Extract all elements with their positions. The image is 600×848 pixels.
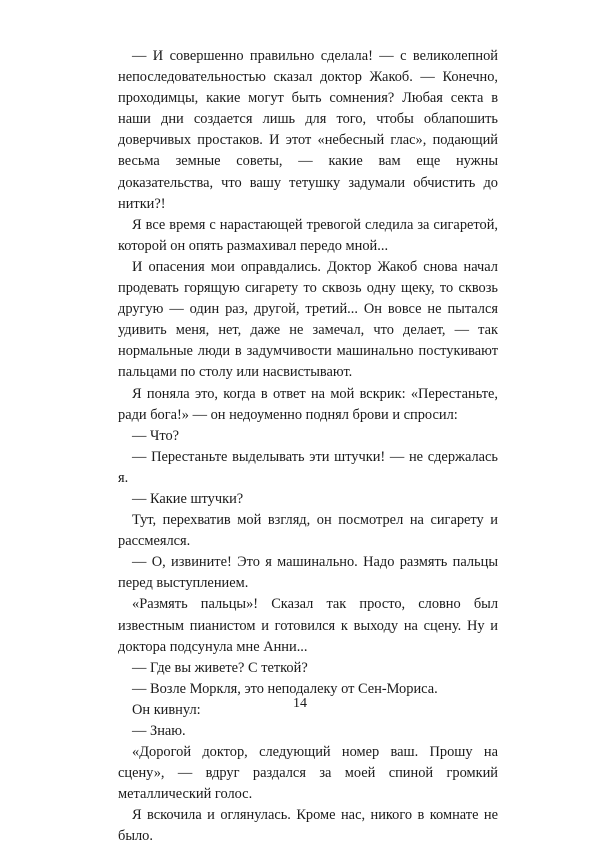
body-text: [118, 46, 498, 848]
paragraph: — Что?: [132, 427, 180, 444]
page-number: 14: [293, 696, 307, 711]
paragraph: «Размять пальцы»! Сказал так просто, словно был известным пианистом и готовился к выходу на сцену. Ну и доктора подсунула мне Анни...: [118, 596, 498, 655]
paragraph: — Знаю.: [132, 723, 186, 739]
paragraph: Я вскочила и оглянулась. Кроме нас, никого в комнате не было.: [118, 807, 498, 845]
paragraph: — Перестаньте выделывать эти штучки! — не сдержалась я.: [118, 448, 498, 486]
paragraph: Тут, перехватив мой взгляд, он посмотрел на сигарету и рассмеялся.: [118, 512, 498, 550]
paragraph: «Дорогой доктор, следующий номер ваш. Прошу на сцену», — вдруг раздался за моей спиной громкий металлический голос.: [118, 744, 498, 803]
paragraph: — Возле Моркля, это неподалеку от Сен-Мориса.: [132, 680, 438, 697]
paragraph: — И совершенно правильно сделала! — с великолепной непоследовательностью сказал доктор Жакоб. — Конечно, проходимцы, какие могут быть сомнения? Любая секта в наши дни создается лишь для того, чтобы облапошить доверчивых простаков. И этот «небесный глас», подающий весьма земные советы, — какие вам еще нужны доказательства, что вашу тетушку задумали обчистить до нитки?!: [118, 48, 498, 212]
paragraph: — О, извините! Это я машинально. Надо размять пальцы перед выступлением.: [118, 554, 498, 592]
paragraph: — Где вы живете? С теткой?: [132, 659, 308, 676]
paragraph: — Какие штучки?: [132, 490, 244, 507]
paragraph: Он кивнул:: [132, 701, 201, 718]
paragraph: Я поняла это, когда в ответ на мой вскрик: «Перестаньте, ради бога!» — он недоуменно поднял брови и спросил:: [118, 385, 498, 423]
paragraph: И опасения мои оправдались. Доктор Жакоб снова начал продевать горящую сигарету то сквозь одну щеку, то сквозь другую — один раз, другой, третий... Он вовсе не пытался удивить меня, нет, даже не замечал, что делает, — так нормальные люди в задумчивости машинально постукивают пальцами по столу или насвистывают.: [118, 258, 498, 381]
paragraph: Я все время с нарастающей тревогой следила за сигаретой, которой он опять размахивал передо мной...: [118, 216, 498, 254]
